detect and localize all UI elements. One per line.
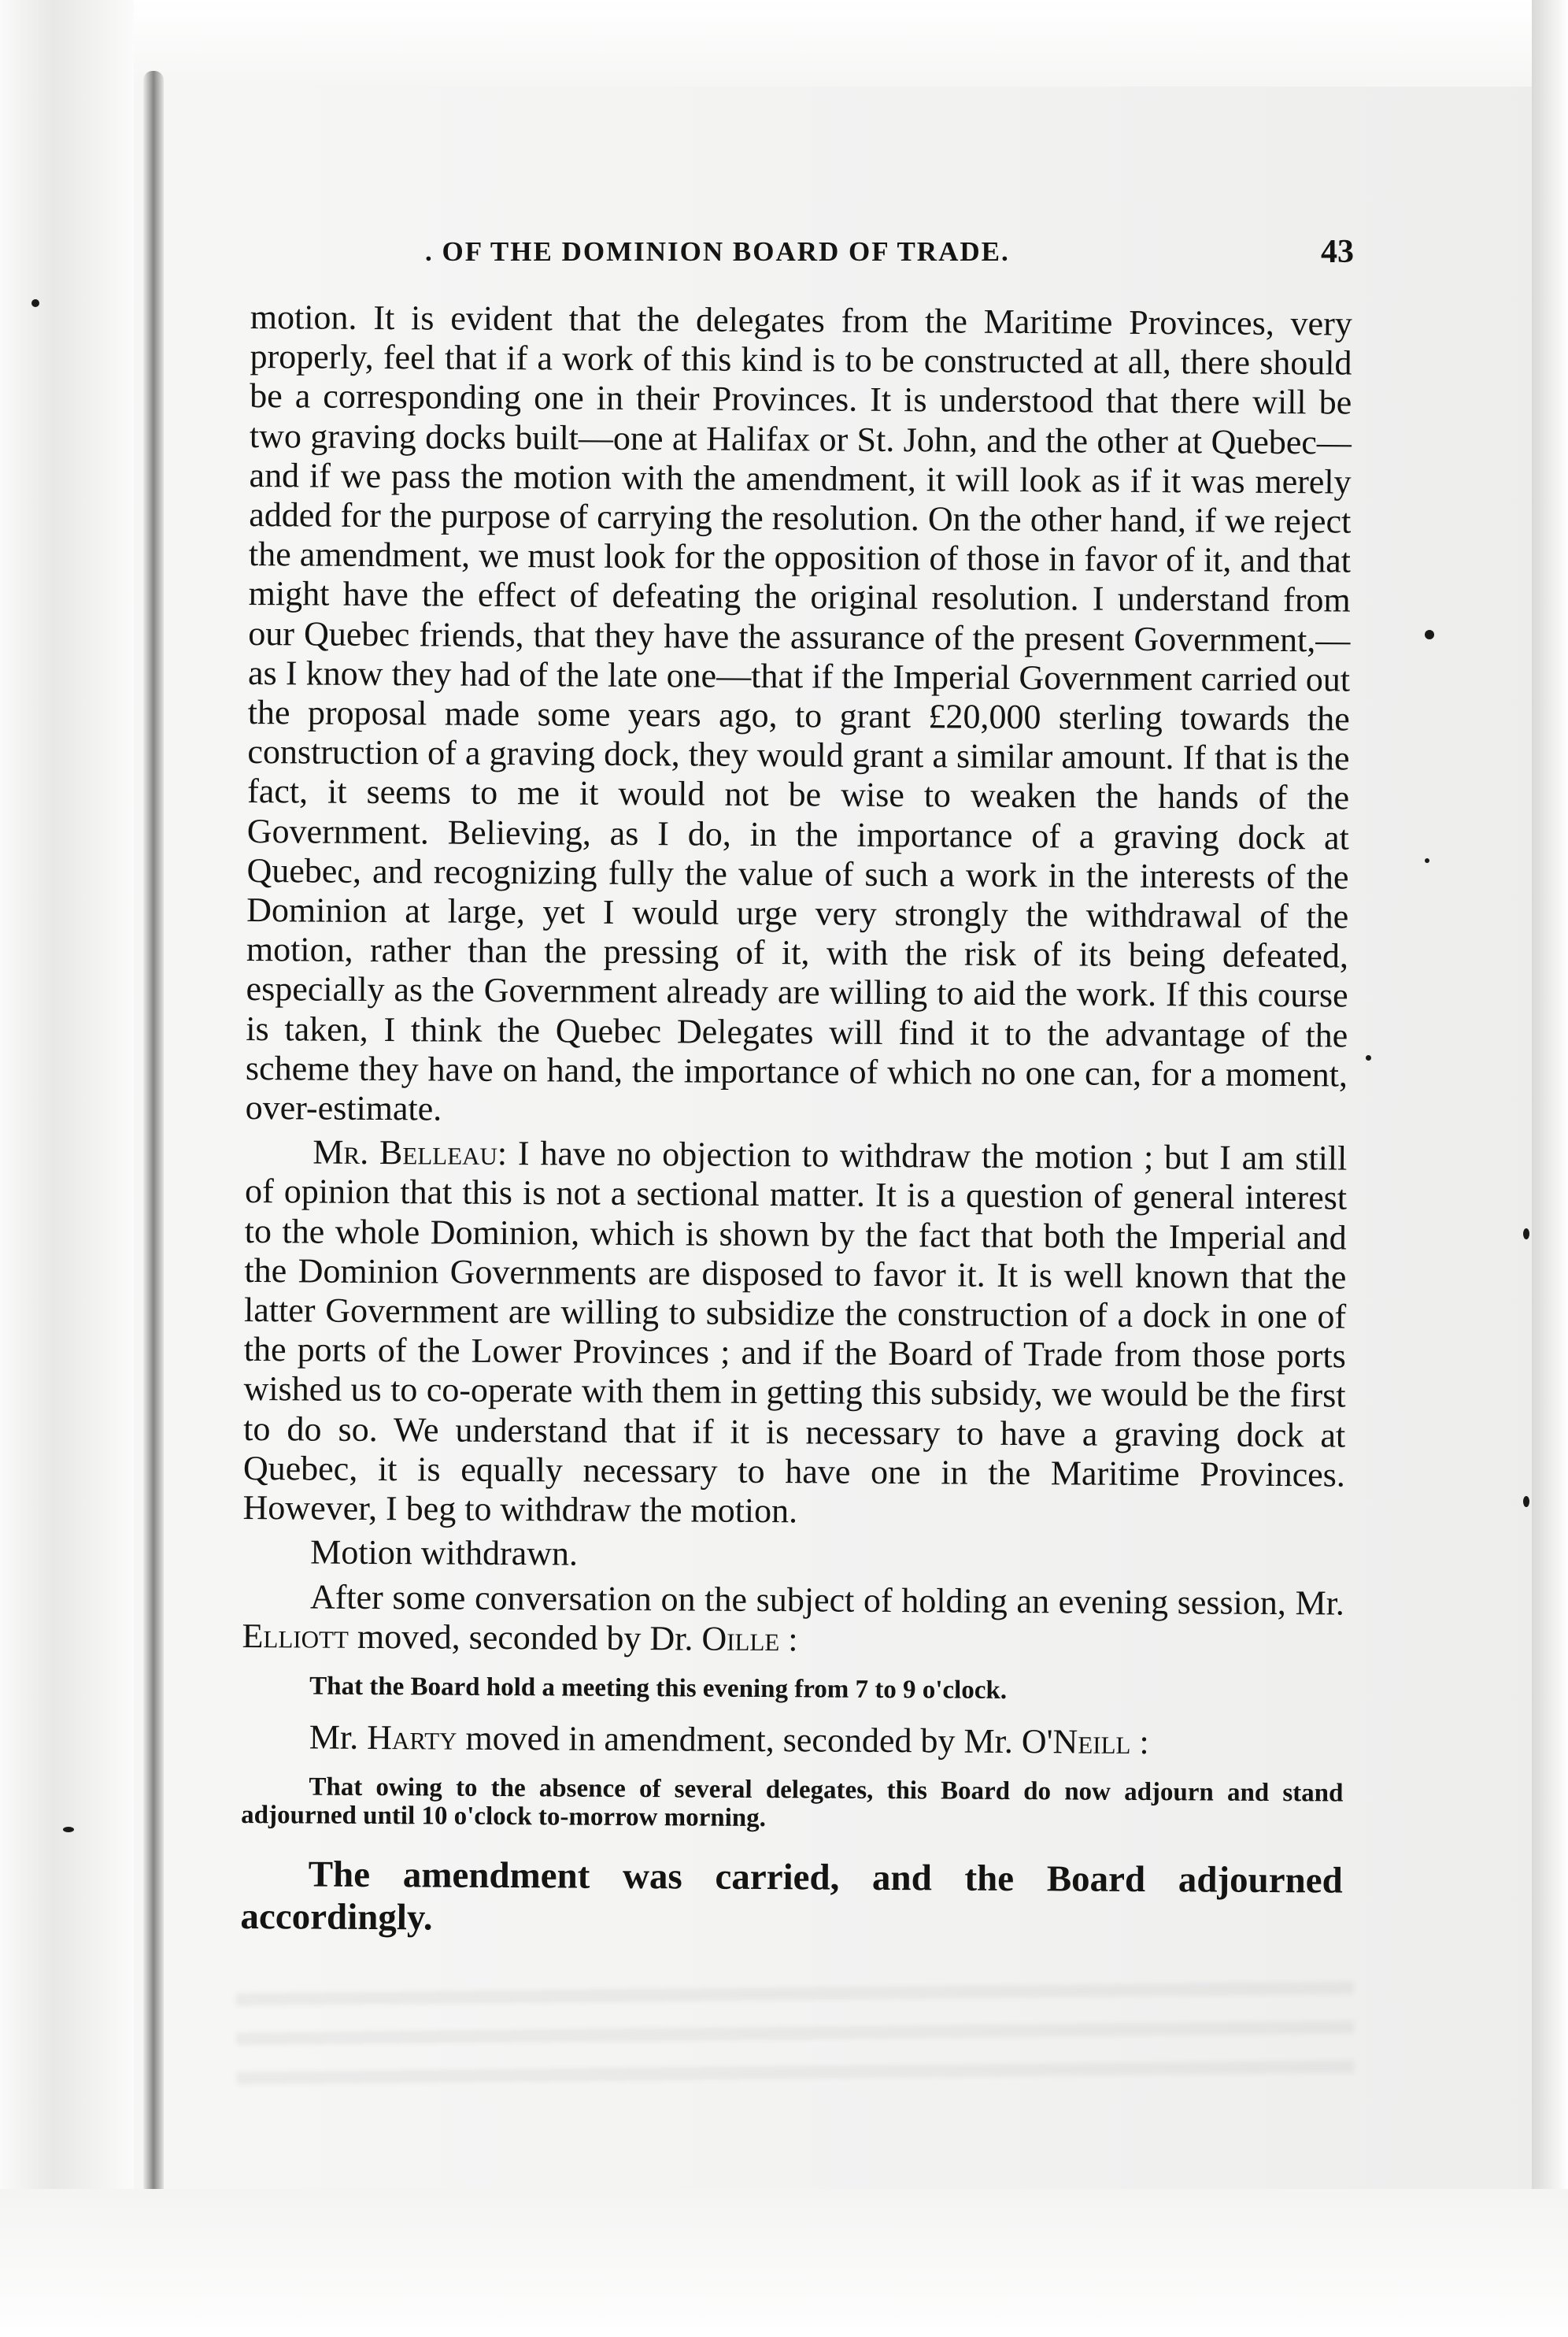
mover-name: Elliott: [242, 1616, 349, 1656]
body-text: [240, 298, 1352, 1945]
paragraph-text: :: [1130, 1722, 1149, 1761]
paragraph-text: moved, seconded by Dr.: [348, 1617, 702, 1658]
ink-speck: [1523, 1228, 1529, 1239]
paragraph-text: Mr.: [309, 1717, 368, 1757]
seconder-name: Oille: [701, 1619, 780, 1658]
page-top-margin: [0, 0, 1568, 87]
right-page-edge: [1532, 0, 1568, 2337]
motion-quote: That the Board hold a meeting this evening from 7 to 9 o'clock.: [309, 1672, 1008, 1705]
paragraph-text: After some conversation on the subject of holding an evening session, Mr.: [309, 1576, 1345, 1623]
paragraph-belleau: [242, 1132, 1347, 1535]
paragraph-text: :: [779, 1619, 798, 1658]
mover-name: Harty: [367, 1717, 457, 1757]
closing-paragraph: The amendment was carried, and the Board adjourned accordingly.: [240, 1854, 1343, 1939]
amendment-quote: That owing to the absence of several delegates, this Board do now adjourn and stand adjourned until 10 o'clock to-morrow morning.: [241, 1772, 1344, 1833]
ink-speck: [63, 1827, 74, 1832]
left-page-edge: [0, 0, 134, 2337]
page-number: 43: [1321, 234, 1354, 270]
page-bottom-margin: [0, 2189, 1568, 2337]
paragraph-continuation: motion. It is evident that the delegates from the Maritime Provinces, very properly, feel that if a work of this kind is to be constructed at all, there should be a corresponding one in their Provinces. It is understood that there will be two graving docks built—one at Halifax or St. John, and the other at Quebec—and if we pass the motion with the amendment, it will look as if it was merely added for the purpose of carrying the resolution. On the other hand, if we reject the amendment, we must look for the opposition of those in favor of it, and that might have the effect of defeating the original resolution. I understand from our Quebec friends, that they have the assurance of the present Government,—as I know they had of the late one—that if the Imperial Government carried out the proposal made some years ago, to grant £20,000 sterling towards the construction of a graving dock, they would grant a similar amount. If that is the fact, it seems to me it would not be wise to weaken the hands of the Government. Believing, as I do, in the importance of a graving dock at Quebec, and recognizing fully the value of such a work in the interests of the Dominion at large, yet I would urge very strongly the withdrawal of the motion, rather than the pressing of it, with the risk of its being defeated, especially as the Government already are willing to aid the work. If this course is taken, I think the Quebec Delegates will find it to the advantage of the scheme they have on hand, the importance of which no one can, for a moment, over-estimate.: [245, 298, 1352, 1128]
paragraph-amendment: [242, 1717, 1344, 1764]
ink-speck: [1425, 858, 1429, 863]
ink-speck: [1425, 630, 1434, 639]
paragraph-text: moved in amendment, seconded by Mr.: [457, 1718, 1022, 1761]
ink-speck: [1523, 1496, 1529, 1507]
paragraph-text: : I have no objection to withdraw the motion ; but I am still of opinion that this is not a sectional matter. It is a question of general interest to the whole Dominion, which is shown by the fact that both the Imperial and the Dominion Governments are disposed to favor it. It is well known that the latter Government are willing to subsidize the construction of a dock in one of the ports of the Lower Provinces ; and if the Board of Trade from those ports wished us to co-operate with them in getting this subsidy, we would be the first to do so. We understand that if it is necessary to have a graving dock at Quebec, it is equally necessary to have one in the Maritime Provinces. However, I beg to withdraw the motion.: [242, 1134, 1348, 1531]
ink-speck: [31, 299, 39, 307]
book-spine-shadow: [143, 71, 164, 2228]
seconder-name: O'Neill: [1021, 1721, 1131, 1761]
show-through-text: [235, 1955, 1355, 2093]
paragraph-evening-session: [242, 1576, 1344, 1662]
ink-speck: [1366, 1055, 1371, 1061]
running-title: . OF THE DOMINION BOARD OF TRADE.: [425, 236, 1010, 267]
speaker-name: Mr. Belleau: [312, 1132, 498, 1173]
paragraph-motion-withdrawn: Motion withdrawn.: [310, 1532, 579, 1573]
